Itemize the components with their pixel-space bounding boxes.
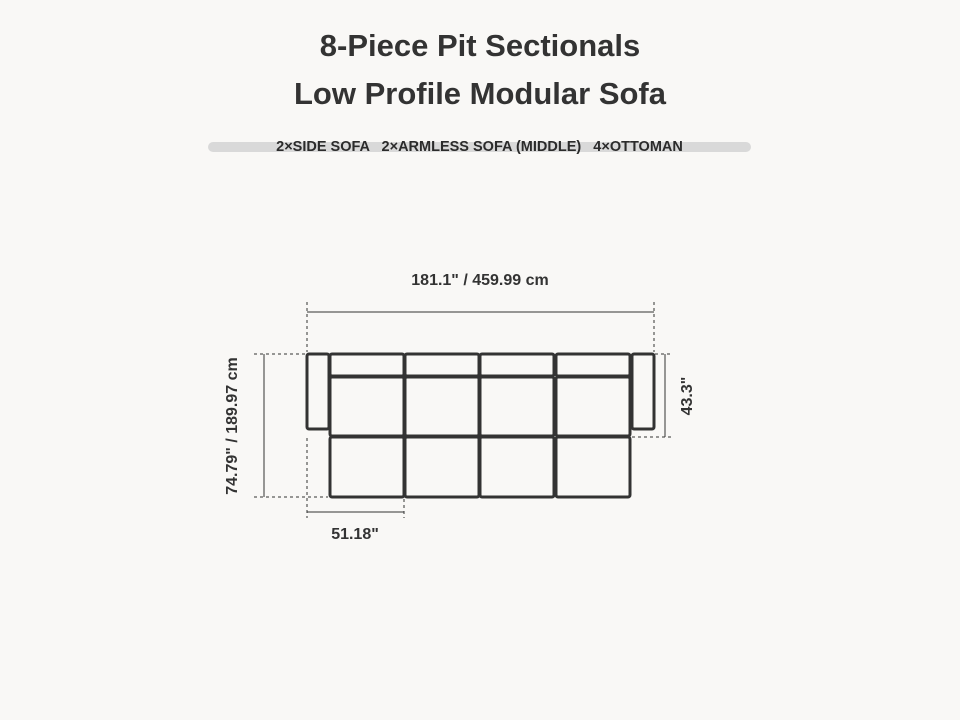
width-label: 181.1" / 459.99 cm: [411, 272, 549, 289]
backrest-2: [405, 354, 479, 376]
module-width-label: 51.18": [331, 526, 379, 543]
ottoman-1: [330, 437, 404, 497]
seat-cushion-4: [556, 377, 630, 436]
left-arm: [307, 354, 329, 429]
seat-cushion-1: [330, 377, 404, 436]
backrest-4: [556, 354, 630, 376]
depth-dimension-line: [254, 354, 328, 497]
ottoman-4: [556, 437, 630, 497]
sofa-depth-label: 43.3": [679, 376, 696, 416]
ottoman-3: [480, 437, 554, 497]
sofa-depth-dimension-line: [632, 354, 672, 437]
module-width-dimension-line: [307, 438, 404, 518]
right-arm: [632, 354, 654, 429]
backrest-1: [330, 354, 404, 376]
pieces-banner-text: 2×SIDE SOFA 2×ARMLESS SOFA (MIDDLE) 4×OTTOMAN: [276, 139, 683, 155]
seat-cushion-3: [480, 377, 554, 436]
backrest-3: [480, 354, 554, 376]
seat-cushion-2: [405, 377, 479, 436]
width-dimension-line: [307, 302, 654, 352]
sofa-outline: [307, 354, 654, 497]
title-line-1: 8-Piece Pit Sectionals: [319, 28, 641, 63]
depth-label: 74.79" / 189.97 cm: [224, 357, 241, 495]
title-line-2: Low Profile Modular Sofa: [293, 76, 666, 111]
ottoman-2: [405, 437, 479, 497]
